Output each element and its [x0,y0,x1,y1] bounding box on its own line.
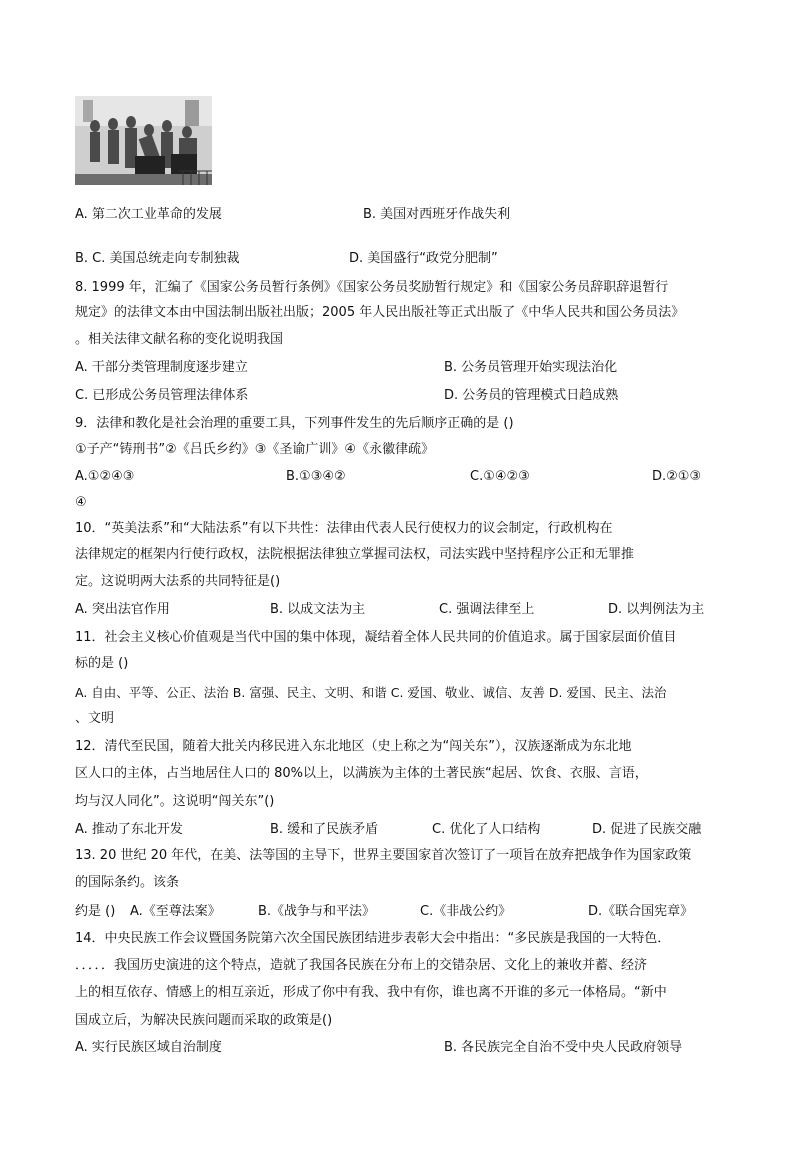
q7-option-c: B. C. 美国总统走向专制独裁 [75,251,240,266]
q12-stem-line-3: 均与汉人同化”。这说明“闯关东”() [75,794,275,809]
q10-stem-line-1: 10．“英美法系”和“大陆法系”有以下共性：法律由代表人民行使权力的议会制定，行政机构在 [75,521,613,536]
q10-option-d: D. 以判例法为主 [608,602,705,617]
q12-option-a: A. 推动了东北开发 [75,822,183,837]
q7-option-d: D. 美国盛行“政党分肥制” [349,251,498,266]
q8-option-d: D. 公务员的管理模式日趋成熟 [444,388,619,403]
q8-stem-line-1: 8. 1999 年，汇编了《国家公务员暂行条例》《国家公务员奖励暂行规定》和《国家公务员辞职辞退暂行 [75,280,669,295]
q14-option-b: B. 各民族完全自治不受中央人民政府领导 [444,1040,683,1055]
q9-option-b: B.①③④② [286,469,346,484]
q12-option-b: B. 缓和了民族矛盾 [270,822,379,837]
q10-option-a: A. 突出法官作用 [75,602,170,617]
q13-stem-line-3: 约是 () [75,904,116,919]
q7-option-b: B. 美国对西班牙作战失利 [363,207,511,222]
q9-option-d-wrap: ④ [75,495,87,510]
q9-option-a: A.①②④③ [75,469,135,484]
q13-option-c: C.《非战公约》 [420,904,512,919]
q8-option-a: A. 干部分类管理制度逐步建立 [75,360,248,375]
q8-option-b: B. 公务员管理开始实现法治化 [444,360,618,375]
q9-stem: 9．法律和教化是社会治理的重要工具，下列事件发生的先后顺序正确的是 () [75,416,514,431]
q7-option-a: A. 第二次工业革命的发展 [75,207,222,222]
q12-stem-line-2: 区人口的主体，占当地居住人口的 80%以上，以满族为主体的土著民族“起居、饮食、衣服、言语， [75,766,648,781]
q14-option-a: A. 实行民族区域自治制度 [75,1040,222,1055]
q10-option-c: C. 强调法律至上 [439,602,535,617]
q9-option-c: C.①④②③ [470,469,530,484]
q12-option-d: D. 促进了民族交融 [592,822,702,837]
q13-stem-line-1: 13. 20 世纪 20 年代，在美、法等国的主导下，世界主要国家首次签订了一项旨在放弃把战争作为国家政策 [75,848,692,863]
q8-option-c: C. 已形成公务员管理法律体系 [75,388,249,403]
q10-stem-line-3: 定。这说明两大法系的共同特征是() [75,574,281,589]
q9-option-d: D.②①③ [652,469,702,484]
q11-stem-line-1: 11．社会主义核心价值观是当代中国的集中体现，凝结着全体人民共同的价值追求。属于国家层面价值目 [75,630,677,645]
q10-option-b: B. 以成文法为主 [270,602,366,617]
q14-stem-line-2: ．．．．．我国历史演进的这个特点，造就了我国各民族在分布上的交错杂居、文化上的兼收并蓄、经济 [75,958,648,973]
q9-events: ①子产“铸刑书”②《吕氏乡约》③《圣谕广训》④《永徽律疏》 [75,442,435,457]
q13-stem-line-2: 的国际条约。该条 [75,875,180,890]
q12-stem-line-1: 12．清代至民国，随着大批关内移民进入东北地区（史上称之为“闯关东”），汉族逐渐成为东北地 [75,739,632,754]
q13-option-d: D.《联合国宪章》 [588,904,694,919]
q8-stem-line-2: 规定》的法律文本由中国法制出版社出版；2005 年人民出版社等正式出版了《中华人民共和国公务员法》 [75,305,685,320]
q10-stem-line-2: 法律规定的框架内行使行政权，法院根据法律独立掌握司法权，司法实践中坚持程序公正和无罪推 [75,547,635,562]
q11-options: A. 自由、平等、公正、法治 B. 富强、民主、文明、和谐 C. 爱国、敬业、诚信、友善 D. 爱国、民主、法治 [75,685,667,700]
q11-stem-line-2: 标的是 () [75,656,129,671]
q13-option-b: B.《战争与和平法》 [258,904,376,919]
historical-engraving-image [75,96,212,185]
q14-stem-line-3: 上的相互依存、情感上的相互亲近，形成了你中有我、我中有你，谁也离不开谁的多元一体格局。“新中 [75,985,667,1000]
q13-option-a: A.《至尊法案》 [130,904,221,919]
q8-stem-line-3: 。相关法律文献名称的变化说明我国 [75,332,284,347]
q14-stem-line-4: 国成立后，为解决民族问题而采取的政策是() [75,1013,333,1028]
q14-stem-line-1: 14．中央民族工作会议暨国务院第六次全国民族团结进步表彰大会中指出：“多民族是我国的一大特色． [75,931,671,946]
q11-options-wrap: 、文明 [75,711,115,726]
q12-option-c: C. 优化了人口结构 [432,822,541,837]
